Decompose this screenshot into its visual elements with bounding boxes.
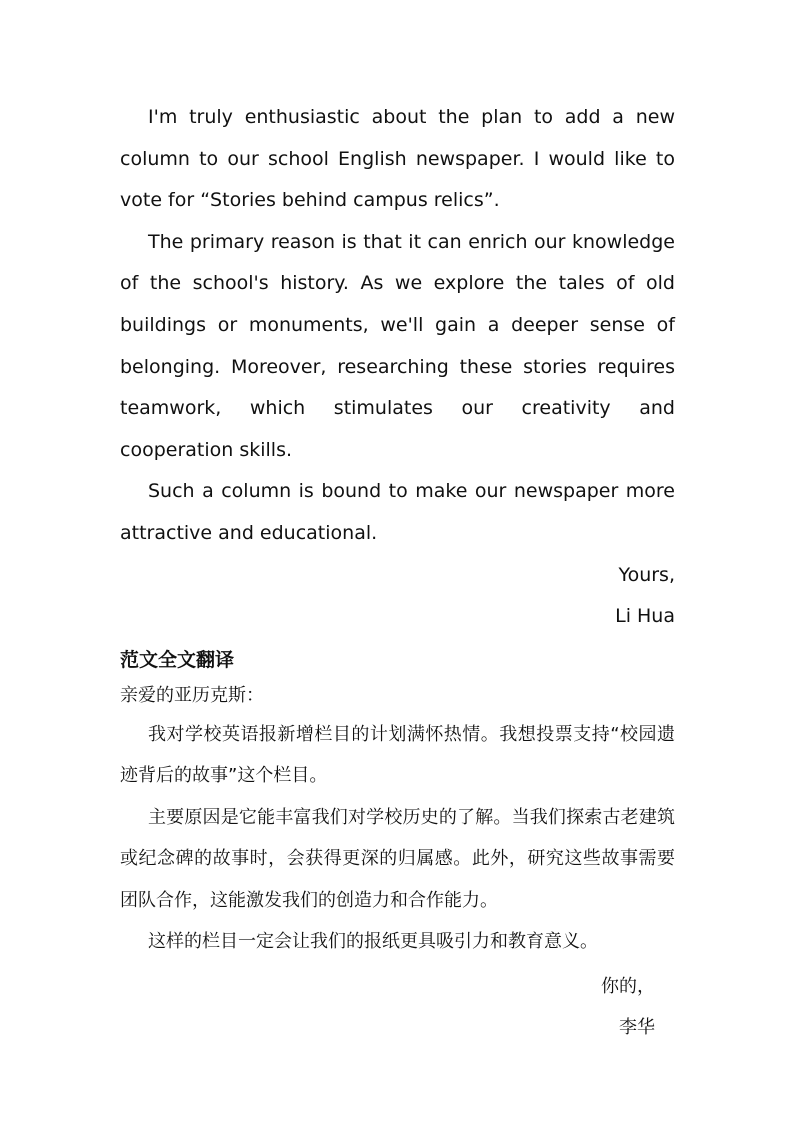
translation-paragraph-2: 主要原因是它能丰富我们对学校历史的了解。当我们探索古老建筑或纪念碑的故事时，会获得更深的归属感。此外，研究这些故事需要团队合作，这能激发我们的创造力和合作能力。: [120, 806, 675, 911]
translation-paragraph-1: 我对学校英语报新增栏目的计划满怀热情。我想投票支持“校园遗迹背后的故事”这个栏目。: [120, 723, 675, 787]
translation-heading: 范文全文翻译: [120, 648, 235, 671]
english-paragraph-2: The primary reason is that it can enrich our knowledge of the school's history. As we explore the tales of old buildings or monuments, we'll gain a deeper sense of belonging. Moreover, researching these stories requires teamwork, which stimulates our creativity and cooperation skills.: [120, 230, 675, 461]
document-page: [120, 97, 675, 1049]
english-closing: Yours,: [618, 563, 675, 586]
english-paragraph-1: I'm truly enthusiastic about the plan to add a new column to our school English newspaper. I would like to vote for “Stories behind campus relics”.: [120, 106, 675, 212]
chinese-translation: [120, 643, 675, 1049]
english-letter: [120, 97, 675, 638]
translation-signature: 李华: [619, 1017, 655, 1039]
english-paragraph-3: Such a column is bound to make our newspaper more attractive and educational.: [120, 480, 675, 544]
english-signature: Li Hua: [615, 605, 675, 628]
translation-closing: 你的，: [601, 975, 655, 997]
translation-paragraph-3: 这样的栏目一定会让我们的报纸更具吸引力和教育意义。: [148, 931, 598, 953]
translation-salutation: 亲爱的亚历克斯：: [120, 684, 264, 706]
